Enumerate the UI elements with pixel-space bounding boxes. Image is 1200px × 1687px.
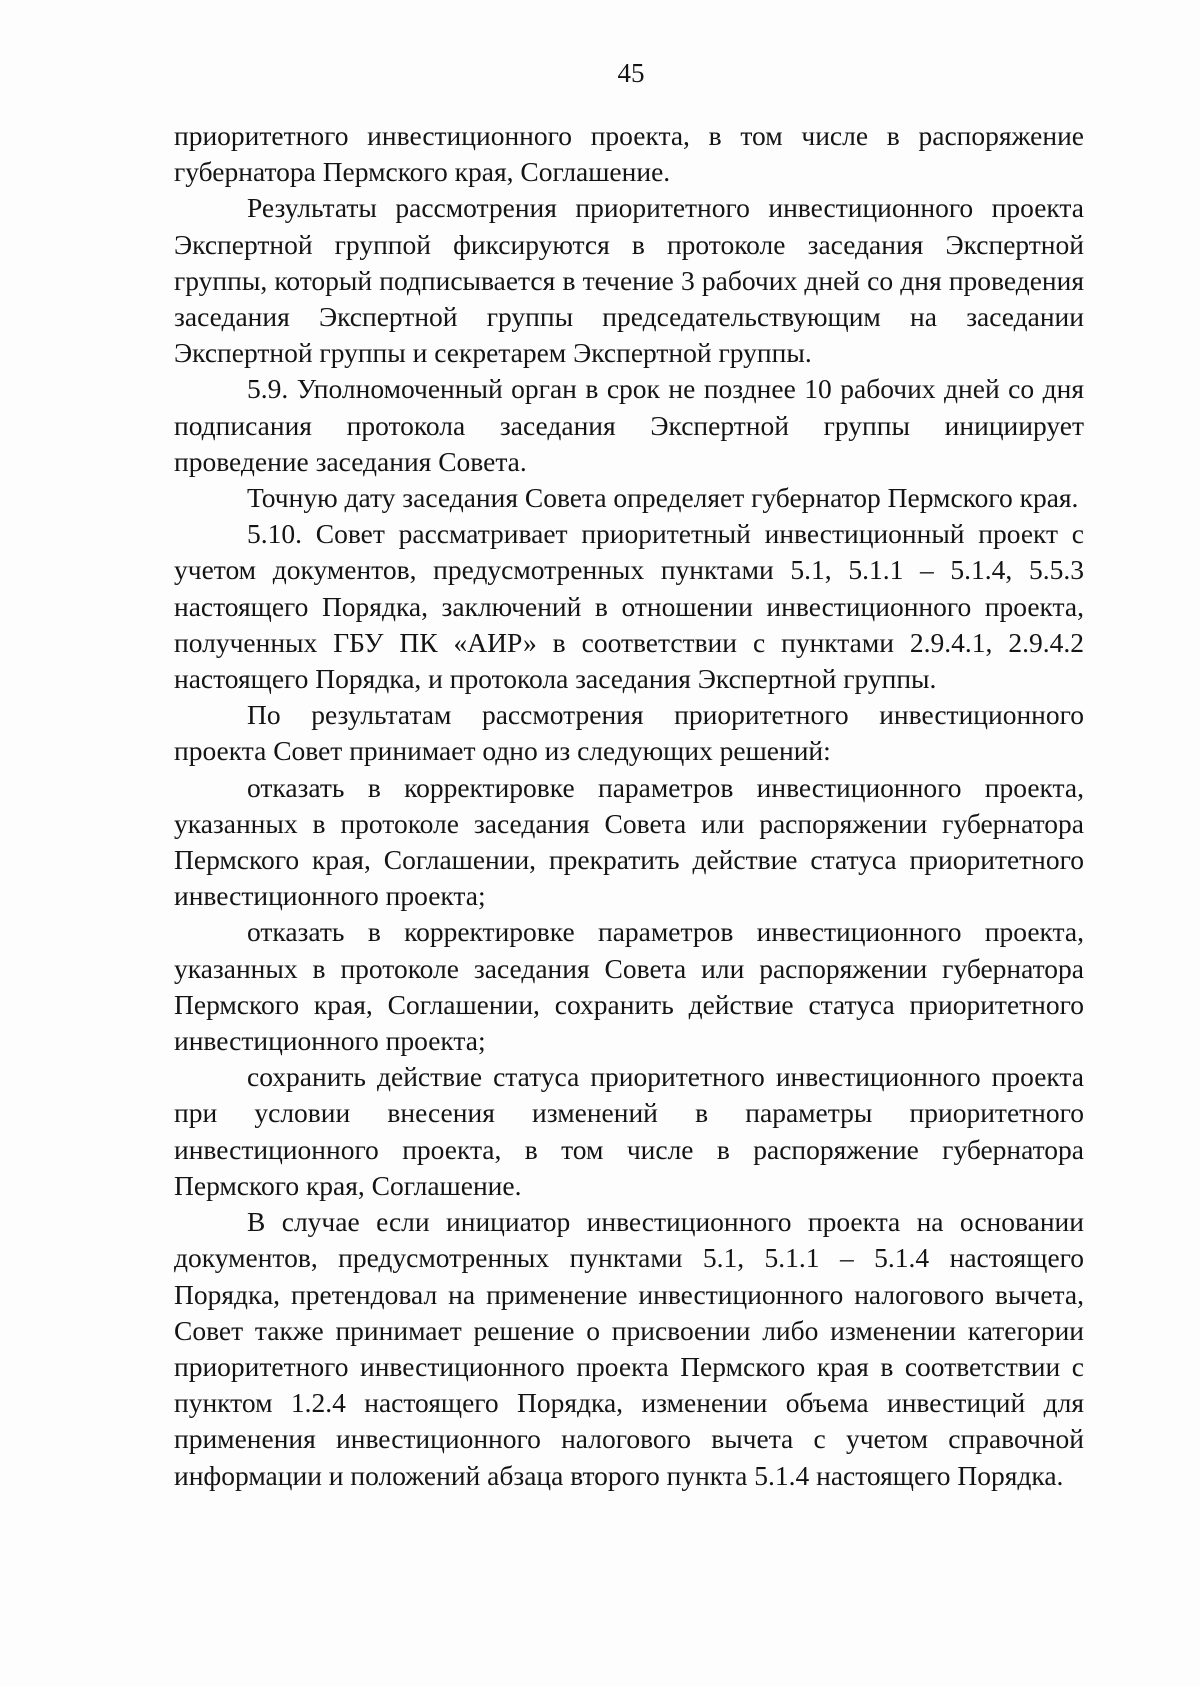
paragraph-continuation: приоритетного инвестиционного проекта, в том числе в распоряжение губернатора Пермского края, Соглашение. (174, 120, 1084, 188)
paragraph-council-decisions: По результатам рассмотрения приоритетного инвестиционного проекта Совет принимает одно из следующих решений: (174, 699, 1084, 767)
paragraph-tax-deduction: В случае если инициатор инвестиционного проекта на основании документов, предусмотренных пунктами 5.1, 5.1.1 – 5.1.4 настоящего Порядка, претендовал на применение инвестиционного налогового вычета, Совет также принимает решение о присвоении либо изменении категории приоритетного инвестиционного проекта Пермского края в соответствии с пунктом 1.2.4 настоящего Порядка, изменении объема инвестиций для применения инвестиционного налогового вычета с учетом справочной информации и положений абзаца второго пункта 5.1.4 настоящего Порядка. (174, 1206, 1084, 1491)
document-body (174, 118, 1084, 1494)
decision-item-keep-with-changes: сохранить действие статуса приоритетного инвестиционного проекта при условии внесения изменений в параметры приоритетного инвестиционного проекта, в том числе в распоряжение губернатора Пермского края, Соглашение. (174, 1061, 1084, 1201)
paragraph-5-10: 5.10. Совет рассматривает приоритетный инвестиционный проект с учетом документов, предусмотренных пунктами 5.1, 5.1.1 – 5.1.4, 5.5.3 настоящего Порядка, заключений в отношении инвестиционного проекта, полученных ГБУ ПК «АИР» в соответствии с пунктами 2.9.4.1, 2.9.4.2 настоящего Порядка, и протокола заседания Экспертной группы. (174, 518, 1084, 695)
decision-item-terminate-status: отказать в корректировке параметров инвестиционного проекта, указанных в протоколе заседания Совета или распоряжении губернатора Пермского края, Соглашении, прекратить действие статуса приоритетного инвестиционного проекта; (174, 771, 1084, 912)
page-number: 45 (617, 58, 645, 88)
decision-item-keep-status: отказать в корректировке параметров инвестиционного проекта, указанных в протоколе заседания Совета или распоряжении губернатора Пермского края, Соглашении, сохранить действие статуса приоритетного инвестиционного проекта; (174, 916, 1084, 1057)
paragraph-expert-group-results: Результаты рассмотрения приоритетного инвестиционного проекта Экспертной группой фиксируются в протоколе заседания Экспертной группы, который подписывается в течение 3 рабочих дней со дня проведения заседания Экспертной группы председательствующим на заседании Экспертной группы и секретарем Экспертной группы. (174, 192, 1084, 369)
paragraph-council-date: Точную дату заседания Совета определяет губернатор Пермского края. (247, 482, 1079, 514)
paragraph-5-9: 5.9. Уполномоченный орган в срок не позднее 10 рабочих дней со дня подписания протокола заседания Экспертной группы инициирует проведение заседания Совета. (174, 373, 1084, 477)
